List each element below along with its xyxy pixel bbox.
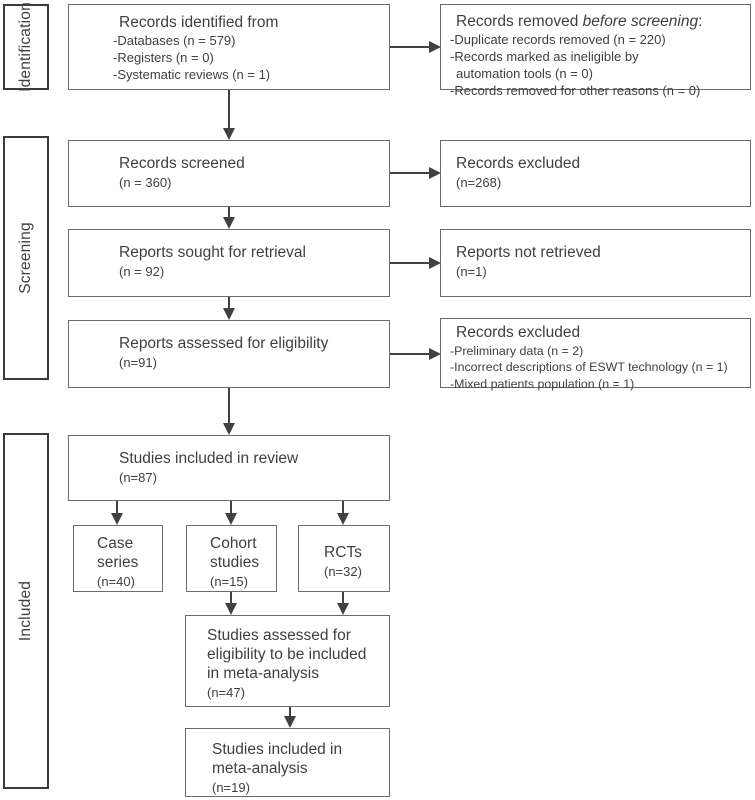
box-case-series-count: (n=40) xyxy=(97,573,135,589)
box-records-screened-count: (n = 360) xyxy=(119,174,172,190)
stage-identification xyxy=(3,4,49,90)
records-excluded-eligibility-line: -Preliminary data (n = 2) xyxy=(450,343,584,358)
box-records-excluded-screening-count: (n=268) xyxy=(456,174,502,190)
box-reports-assessed-title: Reports assessed for eligibility xyxy=(119,335,329,352)
box-meta-eligibility xyxy=(185,615,390,707)
box-records-identified-title: Records identified from xyxy=(119,14,279,31)
box-case-series-line: Case xyxy=(97,535,134,552)
arrow-review-to-rcts xyxy=(337,501,349,525)
arrow-assessed-to-excluded xyxy=(390,348,441,360)
box-reports-not-retrieved-count: (n=1) xyxy=(456,263,487,279)
stage-included-label: Included xyxy=(17,580,35,642)
arrow-cohort-to-meta-eligibility xyxy=(225,592,237,615)
box-studies-included-review-title: Studies included in review xyxy=(119,450,299,467)
box-meta-included-line: Studies included in xyxy=(212,741,343,758)
records-removed-line: -Duplicate records removed (n = 220) xyxy=(450,31,666,47)
box-records-removed-title: Records removed before screening: xyxy=(456,13,703,30)
box-reports-sought-title: Reports sought for retrieval xyxy=(119,244,306,261)
stage-screening xyxy=(3,136,49,380)
records-excluded-eligibility-line: -Incorrect descriptions of ESWT technology (n = 1) xyxy=(450,360,728,375)
box-studies-included-review-count: (n=87) xyxy=(119,469,157,485)
box-records-screened-title: Records screened xyxy=(119,155,245,172)
box-reports-not-retrieved-title: Reports not retrieved xyxy=(456,244,601,261)
arrow-sought-to-not-retrieved xyxy=(390,257,441,269)
records-removed-line: -Records removed for other reasons (n = 0) xyxy=(450,82,701,98)
arrow-screened-to-excluded xyxy=(390,167,441,179)
records-excluded-eligibility-line: -Mixed patients population (n = 1) xyxy=(450,376,635,391)
stage-identification-label: Identification xyxy=(17,2,34,92)
box-case-series xyxy=(73,525,163,592)
box-records-excluded-screening-title: Records excluded xyxy=(456,155,581,172)
box-reports-not-retrieved xyxy=(440,229,751,297)
stage-screening-label: Screening xyxy=(17,222,35,294)
records-removed-line: automation tools (n = 0) xyxy=(456,65,593,81)
arrow-rcts-to-meta-eligibility xyxy=(337,592,349,615)
box-cohort-studies-line: studies xyxy=(210,553,260,571)
box-case-series-line: series xyxy=(97,553,139,571)
records-identified-line: -Registers (n = 0) xyxy=(113,49,214,65)
box-meta-eligibility-line: Studies assessed for xyxy=(207,627,351,644)
box-records-excluded-eligibility xyxy=(440,318,751,391)
records-identified-line: -Systematic reviews (n = 1) xyxy=(113,66,271,82)
arrow-review-to-case-series xyxy=(111,501,123,525)
arrow-identified-to-screened xyxy=(223,90,235,140)
box-cohort-studies xyxy=(186,525,277,592)
box-meta-included xyxy=(185,728,390,797)
box-rcts xyxy=(298,525,390,592)
box-studies-included-review xyxy=(68,435,390,501)
box-cohort-studies-count: (n=15) xyxy=(210,573,248,589)
box-reports-assessed xyxy=(68,320,390,388)
box-records-excluded-eligibility-title: Records excluded xyxy=(456,324,581,341)
records-identified-line: -Databases (n = 579) xyxy=(113,32,236,48)
arrow-meta-eligibility-to-meta-included xyxy=(284,707,296,728)
stage-included xyxy=(3,433,49,789)
arrow-sought-to-assessed xyxy=(223,297,235,320)
arrow-assessed-to-included-review xyxy=(223,388,235,435)
box-records-excluded-screening xyxy=(440,140,751,207)
box-records-identified xyxy=(68,4,390,90)
box-rcts-count: (n=32) xyxy=(324,563,362,579)
arrow-review-to-cohort xyxy=(225,501,237,525)
box-reports-sought-count: (n = 92) xyxy=(119,263,165,279)
box-meta-eligibility-count: (n=47) xyxy=(207,684,245,700)
box-records-screened xyxy=(68,140,390,207)
box-records-removed xyxy=(440,4,751,98)
box-cohort-studies-line: Cohort xyxy=(210,535,257,552)
box-reports-sought xyxy=(68,229,390,297)
box-rcts-line: RCTs xyxy=(324,544,362,561)
arrow-screened-to-sought xyxy=(223,207,235,229)
box-meta-included-line: meta-analysis xyxy=(212,759,308,777)
records-removed-line: -Records marked as ineligible by xyxy=(450,48,639,64)
box-meta-eligibility-line: in meta-analysis xyxy=(207,664,319,682)
box-meta-included-count: (n=19) xyxy=(212,779,250,795)
box-reports-assessed-count: (n=91) xyxy=(119,354,157,370)
arrow-identified-to-removed xyxy=(390,41,441,53)
box-meta-eligibility-line: eligibility to be included xyxy=(207,645,367,663)
